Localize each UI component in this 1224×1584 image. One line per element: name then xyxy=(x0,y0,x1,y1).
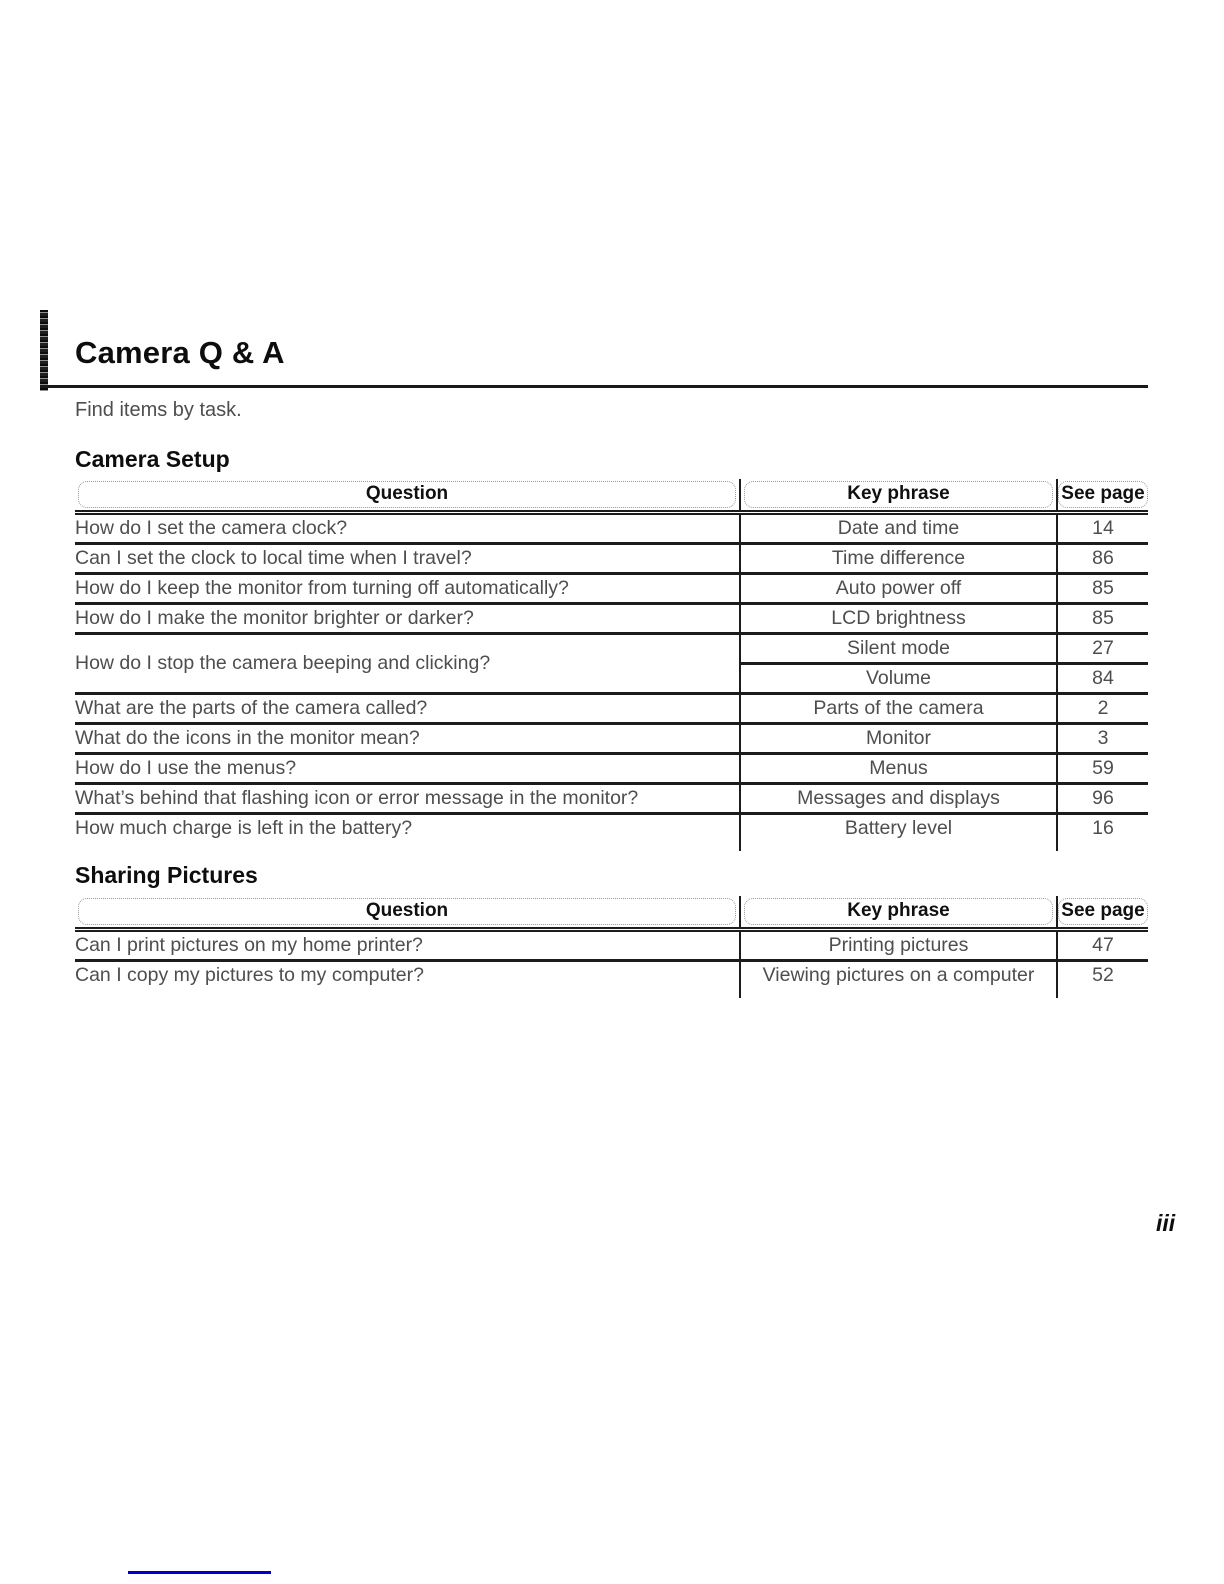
key-phrase-cell: Parts of the camera xyxy=(740,694,1057,724)
column-header-question: Question xyxy=(75,896,740,930)
chapter-spine-bar xyxy=(40,310,48,391)
see-page-cell: 52 xyxy=(1057,960,1148,989)
column-header-question: Question xyxy=(75,479,740,513)
key-phrase-cell: Messages and displays xyxy=(740,784,1057,814)
question-cell: Can I set the clock to local time when I travel? xyxy=(75,544,740,574)
table-header-row xyxy=(75,479,1148,513)
key-phrase-cell: Volume xyxy=(740,664,1057,694)
table-row xyxy=(75,754,1148,784)
see-page-cell: 59 xyxy=(1057,754,1148,784)
question-cell: What’s behind that flashing icon or error message in the monitor? xyxy=(75,784,740,814)
column-header-key-phrase: Key phrase xyxy=(740,479,1057,513)
key-phrase-cell: Auto power off xyxy=(740,574,1057,604)
see-page-cell: 84 xyxy=(1057,664,1148,694)
table-row xyxy=(75,960,1148,989)
see-page-cell: 16 xyxy=(1057,814,1148,843)
table-row xyxy=(75,544,1148,574)
question-cell: How do I keep the monitor from turning off automatically? xyxy=(75,574,740,604)
question-cell: Can I copy my pictures to my computer? xyxy=(75,960,740,989)
question-cell: Can I print pictures on my home printer? xyxy=(75,929,740,960)
sharing-pictures-table xyxy=(75,896,1148,998)
intro-text: Find items by task. xyxy=(75,399,242,422)
table-row xyxy=(75,604,1148,634)
footer-link-underline[interactable] xyxy=(128,1571,271,1574)
column-header-see-page: See page xyxy=(1057,479,1148,513)
question-cell: How do I stop the camera beeping and clicking? xyxy=(75,634,740,694)
see-page-cell: 14 xyxy=(1057,513,1148,544)
key-phrase-cell: Time difference xyxy=(740,544,1057,574)
question-cell: How do I use the menus? xyxy=(75,754,740,784)
see-page-cell: 85 xyxy=(1057,574,1148,604)
see-page-cell: 27 xyxy=(1057,634,1148,664)
key-phrase-cell: Battery level xyxy=(740,814,1057,843)
key-phrase-cell: Printing pictures xyxy=(740,929,1057,960)
see-page-cell: 96 xyxy=(1057,784,1148,814)
table-tail-row xyxy=(75,842,1148,851)
table-tail-row xyxy=(75,989,1148,998)
table-row xyxy=(75,929,1148,960)
section-heading-camera-setup: Camera Setup xyxy=(75,446,230,473)
key-phrase-cell: Menus xyxy=(740,754,1057,784)
key-phrase-cell: Date and time xyxy=(740,513,1057,544)
key-phrase-cell: LCD brightness xyxy=(740,604,1057,634)
table-row xyxy=(75,513,1148,544)
question-cell: What do the icons in the monitor mean? xyxy=(75,724,740,754)
table-row xyxy=(75,724,1148,754)
question-cell: How do I set the camera clock? xyxy=(75,513,740,544)
column-header-see-page: See page xyxy=(1057,896,1148,930)
page-number: iii xyxy=(1156,1210,1176,1236)
see-page-cell: 85 xyxy=(1057,604,1148,634)
column-header-key-phrase: Key phrase xyxy=(740,896,1057,930)
table-header-row xyxy=(75,896,1148,930)
camera-setup-table xyxy=(75,479,1148,851)
page-title: Camera Q & A xyxy=(75,335,285,370)
see-page-cell: 86 xyxy=(1057,544,1148,574)
page-content xyxy=(75,336,1148,998)
question-cell: How much charge is left in the battery? xyxy=(75,814,740,843)
see-page-cell: 2 xyxy=(1057,694,1148,724)
table-row xyxy=(75,694,1148,724)
see-page-cell: 47 xyxy=(1057,929,1148,960)
table-row xyxy=(75,784,1148,814)
question-cell: How do I make the monitor brighter or darker? xyxy=(75,604,740,634)
see-page-cell: 3 xyxy=(1057,724,1148,754)
section-heading-sharing-pictures: Sharing Pictures xyxy=(75,862,258,889)
key-phrase-cell: Silent mode xyxy=(740,634,1057,664)
table-row xyxy=(75,814,1148,843)
table-row xyxy=(75,574,1148,604)
key-phrase-cell: Monitor xyxy=(740,724,1057,754)
table-row xyxy=(75,634,1148,664)
title-rule xyxy=(40,385,1148,388)
key-phrase-cell: Viewing pictures on a computer xyxy=(740,960,1057,989)
question-cell: What are the parts of the camera called? xyxy=(75,694,740,724)
